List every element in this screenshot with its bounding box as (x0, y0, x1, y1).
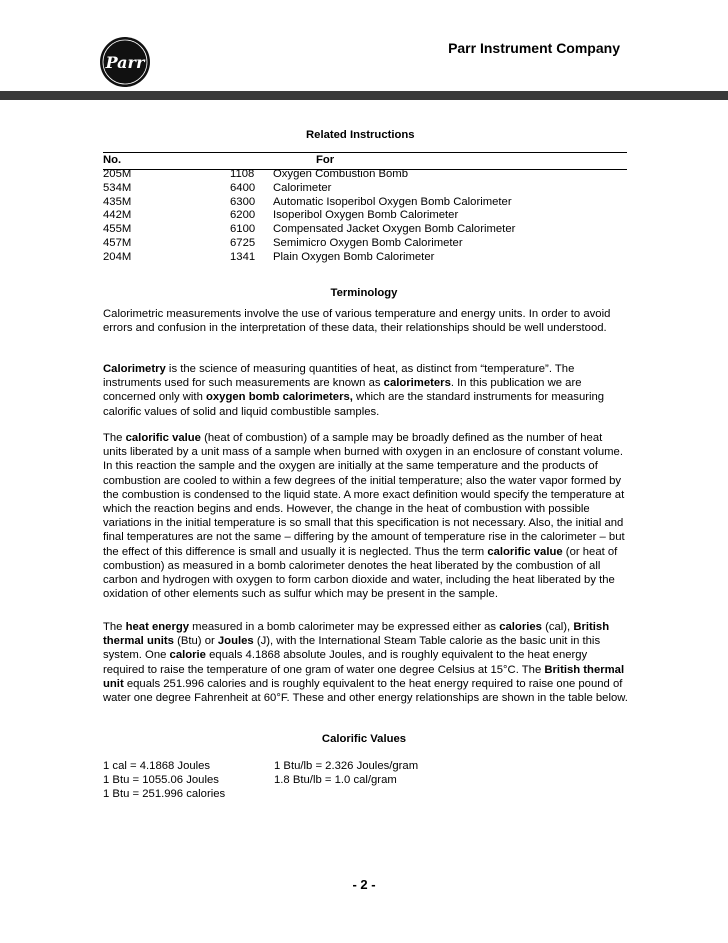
calorific-values-left (103, 759, 225, 801)
table-row: 205M 1108 Oxygen Combustion Bomb (103, 168, 408, 180)
calorific-value-line: 1.8 Btu/lb = 1.0 cal/gram (274, 774, 397, 786)
calorific-values-heading: Calorific Values (321, 733, 407, 745)
paragraph-heat-energy: The heat energy measured in a bomb calorimeter may be expressed either as calories (cal), British thermal units (Btu) or Joules (J), with the International Steam Table calorie as the basic unit in this system. One calorie equals 4.1868 absolute Joules, and is roughly equivalent to the heat energy required to raise the temperature of one gram of water one degree Celsius at 15°C. The British thermal unit equals 251.996 calories and is roughly equivalent to the heat energy required to raise one pound of water one degree Fahrenheit at 60°F. These and other energy relationships are shown in the table below. (103, 621, 628, 705)
calorific-value-line: 1 Btu = 1055.06 Joules (103, 774, 219, 786)
paragraph-calorimetry: Calorimetry is the science of measuring quantities of heat, as distinct from “temperature”. The instruments used for such measurements are known as calorimeters. In this publication we are concerned only with oxygen bomb calorimeters, which are the standard instruments for measuring calorific values of solid and liquid combustible samples. (103, 363, 605, 418)
table-row: 442M 6200 Isoperibol Oxygen Bomb Calorimeter (103, 209, 459, 222)
related-table (103, 168, 627, 265)
parr-logo (99, 36, 151, 88)
calorific-value-line: 1 Btu = 251.996 calories (103, 788, 226, 800)
table-row: 204M 1341 Plain Oxygen Bomb Calorimeter (103, 250, 435, 263)
col-no-header: No. (103, 154, 122, 166)
table-row: 435M 6300 Automatic Isoperibol Oxygen Bomb Calorimeter (103, 195, 512, 208)
paragraph-calorific-value: The calorific value (heat of combustion) of a sample may be broadly defined as the number of heat units liberated by a unit mass of a sample when burned with oxygen in an enclosure of constant volume. In this reaction the sample and the oxygen are initially at the same temperature and the products of combustion are cooled to within a few degrees of the initial temperature; also the water vapor formed by the combustion is condensed to the liquid state. A more exact definition would specify the temperature at which the reaction begins and ends. However, the change in the heat of combustion with possible variations in the initial temperature is so small that this specification is not necessary. Also, the initial and final temperatures are not the same – differing by the amount of temperature rise in the calorimeter – but the effect of this difference is small and usually it is neglected. Thus the term calorific value (or heat of combustion) as measured in a bomb calorimeter denotes the heat liberated by the combustion of all carbon and hydrogen with oxygen to form carbon dioxide and water, including the heat liberated by the oxidation of other elements such as sulfur which may be present in the sample. (103, 432, 625, 601)
calorific-value-line: 1 cal = 4.1868 Joules (103, 760, 211, 772)
paragraph-intro: Calorimetric measurements involve the use of various temperature and energy units. In order to avoid errors and confusion in the interpretation of these data, their relationships should be well understood. (103, 308, 611, 335)
col-for-header: For (316, 154, 335, 166)
company-name: Parr Instrument Company (448, 40, 620, 56)
terminology-heading: Terminology (330, 287, 398, 299)
table-row: 455M 6100 Compensated Jacket Oxygen Bomb Calorimeter (103, 223, 516, 236)
table-row: 534M 6400 Calorimeter (103, 181, 332, 194)
calorific-values-right (274, 759, 418, 787)
svg-text:Parr: Parr (105, 53, 145, 72)
page-number: - 2 - (352, 877, 376, 892)
header-bar (0, 91, 728, 100)
calorific-value-line: 1 Btu/lb = 2.326 Joules/gram (274, 760, 419, 772)
table-row: 457M 6725 Semimicro Oxygen Bomb Calorimeter (103, 236, 463, 249)
